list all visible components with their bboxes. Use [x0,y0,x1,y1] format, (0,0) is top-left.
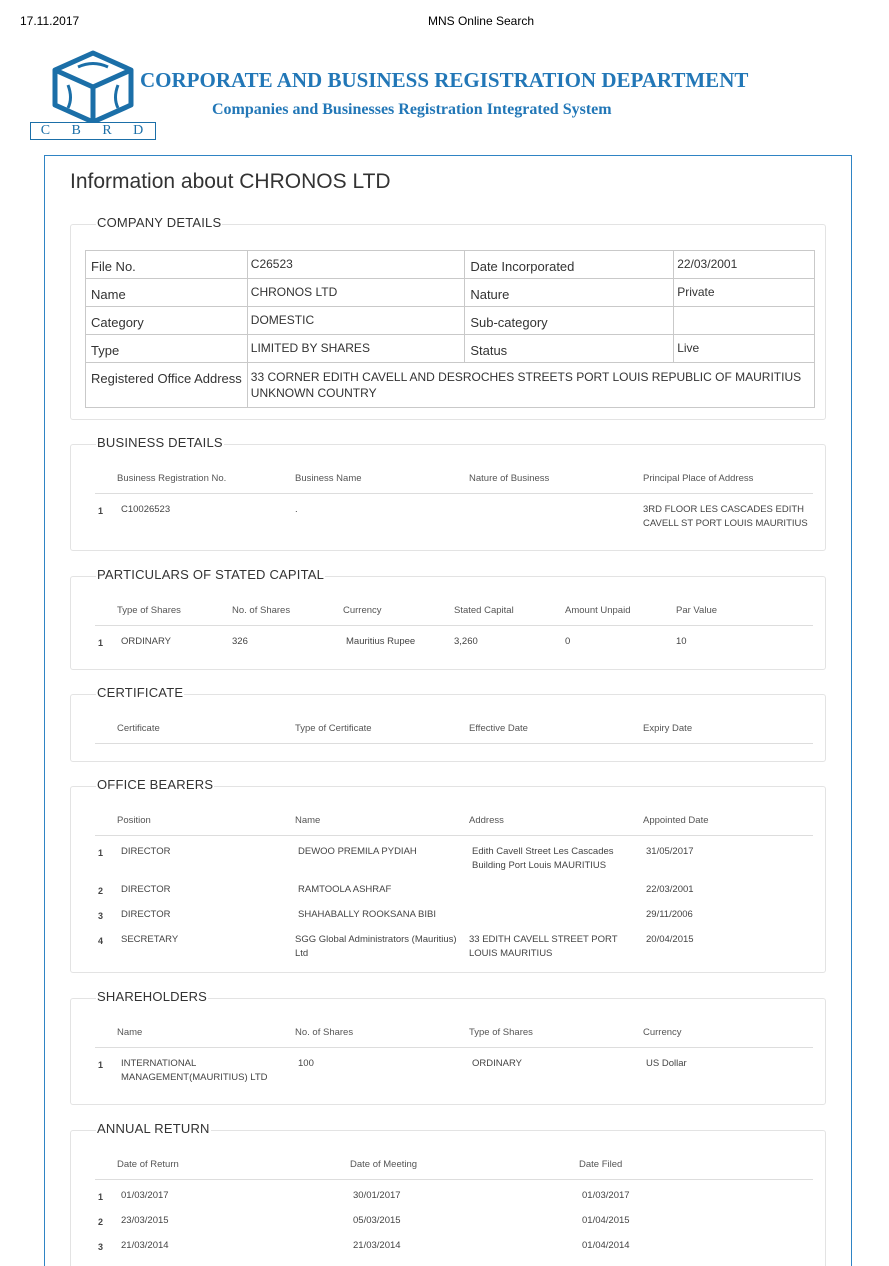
company-details-table [85,250,815,408]
print-title: MNS Online Search [427,14,535,28]
date-of-meeting: 30/01/2017 [353,1190,401,1201]
row-number: 2 [98,1217,104,1227]
column-header: Effective Date [469,723,643,743]
office-bearers-legend: OFFICE BEARERS [97,777,214,792]
row-number: 1 [98,1060,104,1070]
column-header: Name [95,1027,295,1047]
date-filed: 01/04/2014 [582,1240,630,1251]
table-row [95,906,813,923]
cbrd-logo [28,50,158,142]
cube-logo-icon [28,50,158,122]
column-header: Position [95,815,295,835]
date-filed: 01/03/2017 [582,1190,630,1201]
logo-letter: B [71,123,83,138]
amount-unpaid: 0 [565,636,571,647]
shareholders-legend: SHAREHOLDERS [97,989,208,1004]
date-of-meeting: 21/03/2014 [353,1240,401,1251]
appointed-date: 31/05/2017 [646,846,694,857]
details-row [86,335,815,363]
detail-label: Date Incorporated [465,251,674,279]
shareholder-share-type: ORDINARY [472,1058,522,1069]
column-header: Name [295,815,469,835]
table-row [95,633,813,650]
column-header: Expiry Date [643,723,813,743]
type-value: LIMITED BY SHARES [247,335,465,363]
stated-capital-legend: PARTICULARS OF STATED CAPITAL [97,567,325,582]
table-row [95,1187,813,1204]
row-number: 1 [98,1192,104,1202]
shareholder-name: INTERNATIONAL MANAGEMENT(MAURITIUS) LTD [121,1058,268,1083]
column-header: Stated Capital [454,605,565,625]
column-header: Business Name [295,473,469,493]
details-row [86,279,815,307]
row-number: 3 [98,1242,104,1252]
shareholders-table [95,1027,813,1085]
appointed-date: 20/04/2015 [646,934,694,945]
position: DIRECTOR [121,884,171,895]
annual-return-table [95,1159,813,1254]
column-header: Appointed Date [643,815,813,835]
column-header: Par Value [676,605,813,625]
column-header: Address [469,815,643,835]
column-header: No. of Shares [295,1027,469,1047]
bearer-name: SHAHABALLY ROOKSANA BIBI [298,909,436,920]
table-row [95,1237,813,1254]
nature-value: Private [674,279,815,307]
logo-letters [30,122,156,140]
certificate-legend: CERTIFICATE [97,685,184,700]
logo-letter: C [40,123,53,138]
office-bearers-panel [70,777,826,973]
detail-label: Nature [465,279,674,307]
category-value: DOMESTIC [247,307,465,335]
table-row [95,1212,813,1229]
column-header: Currency [643,1027,813,1047]
nature-of-business [469,501,643,531]
column-header: Type of Shares [469,1027,643,1047]
business-details-legend: BUSINESS DETAILS [97,435,223,450]
print-header [0,14,889,30]
shareholder-shares: 100 [298,1058,314,1069]
status-value: Live [674,335,815,363]
row-number: 1 [98,638,104,648]
subcategory-value [674,307,815,335]
par-value: 10 [676,636,687,647]
department-subtitle: Companies and Businesses Registration Integrated System [212,101,612,118]
office-bearers-table [95,815,813,961]
page-title: Information about CHRONOS LTD [70,170,391,193]
name-value: CHRONOS LTD [247,279,465,307]
business-name: . [295,504,298,515]
bearer-address: Edith Cavell Street Les Cascades Building Port Louis MAURITIUS [472,846,614,871]
bearer-address [469,881,643,898]
bearer-address: 33 EDITH CAVELL STREET PORT LOUIS MAURITIUS [469,934,618,959]
info-card [44,155,852,1266]
detail-label: Sub-category [465,307,674,335]
table-row [95,931,813,961]
row-number: 2 [98,886,104,896]
shareholders-panel [70,989,826,1105]
bearer-name: DEWOO PREMILA PYDIAH [298,846,417,857]
column-header: Type of Certificate [295,723,469,743]
currency: Mauritius Rupee [346,636,416,647]
column-header: Certificate [95,723,295,743]
row-number: 1 [98,506,104,516]
date-incorporated-value: 22/03/2001 [674,251,815,279]
table-row [95,843,813,873]
table-row [95,1055,813,1085]
bearer-name: RAMTOOLA ASHRAF [298,884,392,895]
annual-return-legend: ANNUAL RETURN [97,1121,210,1136]
detail-label: File No. [86,251,248,279]
address-value: 33 CORNER EDITH CAVELL AND DESROCHES STREETS PORT LOUIS REPUBLIC OF MAURITIUS UNKNOWN COUNTRY [247,363,814,408]
column-header: Type of Shares [95,605,232,625]
detail-label: Category [86,307,248,335]
column-header: Amount Unpaid [565,605,676,625]
row-number: 3 [98,911,104,921]
column-header: Date of Return [95,1159,350,1179]
bearer-address [469,906,643,923]
table-row [95,881,813,898]
file-no-value: C26523 [247,251,465,279]
date-of-return: 23/03/2015 [121,1215,169,1226]
department-title: CORPORATE AND BUSINESS REGISTRATION DEPARTMENT [140,68,749,92]
column-header: Date of Meeting [350,1159,579,1179]
column-header: No. of Shares [232,605,343,625]
company-details-legend: COMPANY DETAILS [97,215,222,230]
details-row [86,307,815,335]
shareholder-currency: US Dollar [646,1058,687,1069]
detail-label: Registered Office Address [86,363,248,408]
appointed-date: 29/11/2006 [646,909,693,920]
column-header: Date Filed [579,1159,813,1179]
business-reg-no: C10026523 [121,504,171,515]
business-details-table [95,473,813,531]
brand-header [28,50,868,145]
details-row [86,363,815,408]
position: SECRETARY [121,934,179,945]
details-row [86,251,815,279]
column-header: Principal Place of Address [643,473,813,493]
date-of-return: 21/03/2014 [121,1240,169,1251]
table-row [95,501,813,531]
row-number: 4 [98,936,104,946]
certificate-table [95,723,813,744]
appointed-date: 22/03/2001 [646,884,694,895]
annual-return-panel [70,1121,826,1266]
column-header: Currency [343,605,454,625]
date-filed: 01/04/2015 [582,1215,630,1226]
detail-label: Type [86,335,248,363]
logo-letter: R [102,123,114,138]
bearer-name: SGG Global Administrators (Mauritius) Ltd [295,934,457,959]
stated-capital-panel [70,567,826,670]
detail-label: Status [465,335,674,363]
date-of-meeting: 05/03/2015 [353,1215,401,1226]
principal-address: 3RD FLOOR LES CASCADES EDITH CAVELL ST PORT LOUIS MAURITIUS [643,504,808,529]
date-of-return: 01/03/2017 [121,1190,169,1201]
business-details-panel [70,435,826,551]
company-details-panel [70,215,826,420]
position: DIRECTOR [121,846,171,857]
share-type: ORDINARY [121,636,171,647]
position: DIRECTOR [121,909,171,920]
stated-capital: 3,260 [454,636,478,647]
stated-capital-table [95,605,813,650]
row-number: 1 [98,848,104,858]
detail-label: Name [86,279,248,307]
column-header: Business Registration No. [95,473,295,493]
certificate-panel [70,685,826,762]
column-header: Nature of Business [469,473,643,493]
print-date: 17.11.2017 [20,14,80,28]
logo-letter: D [133,123,146,138]
share-count: 326 [232,636,248,647]
